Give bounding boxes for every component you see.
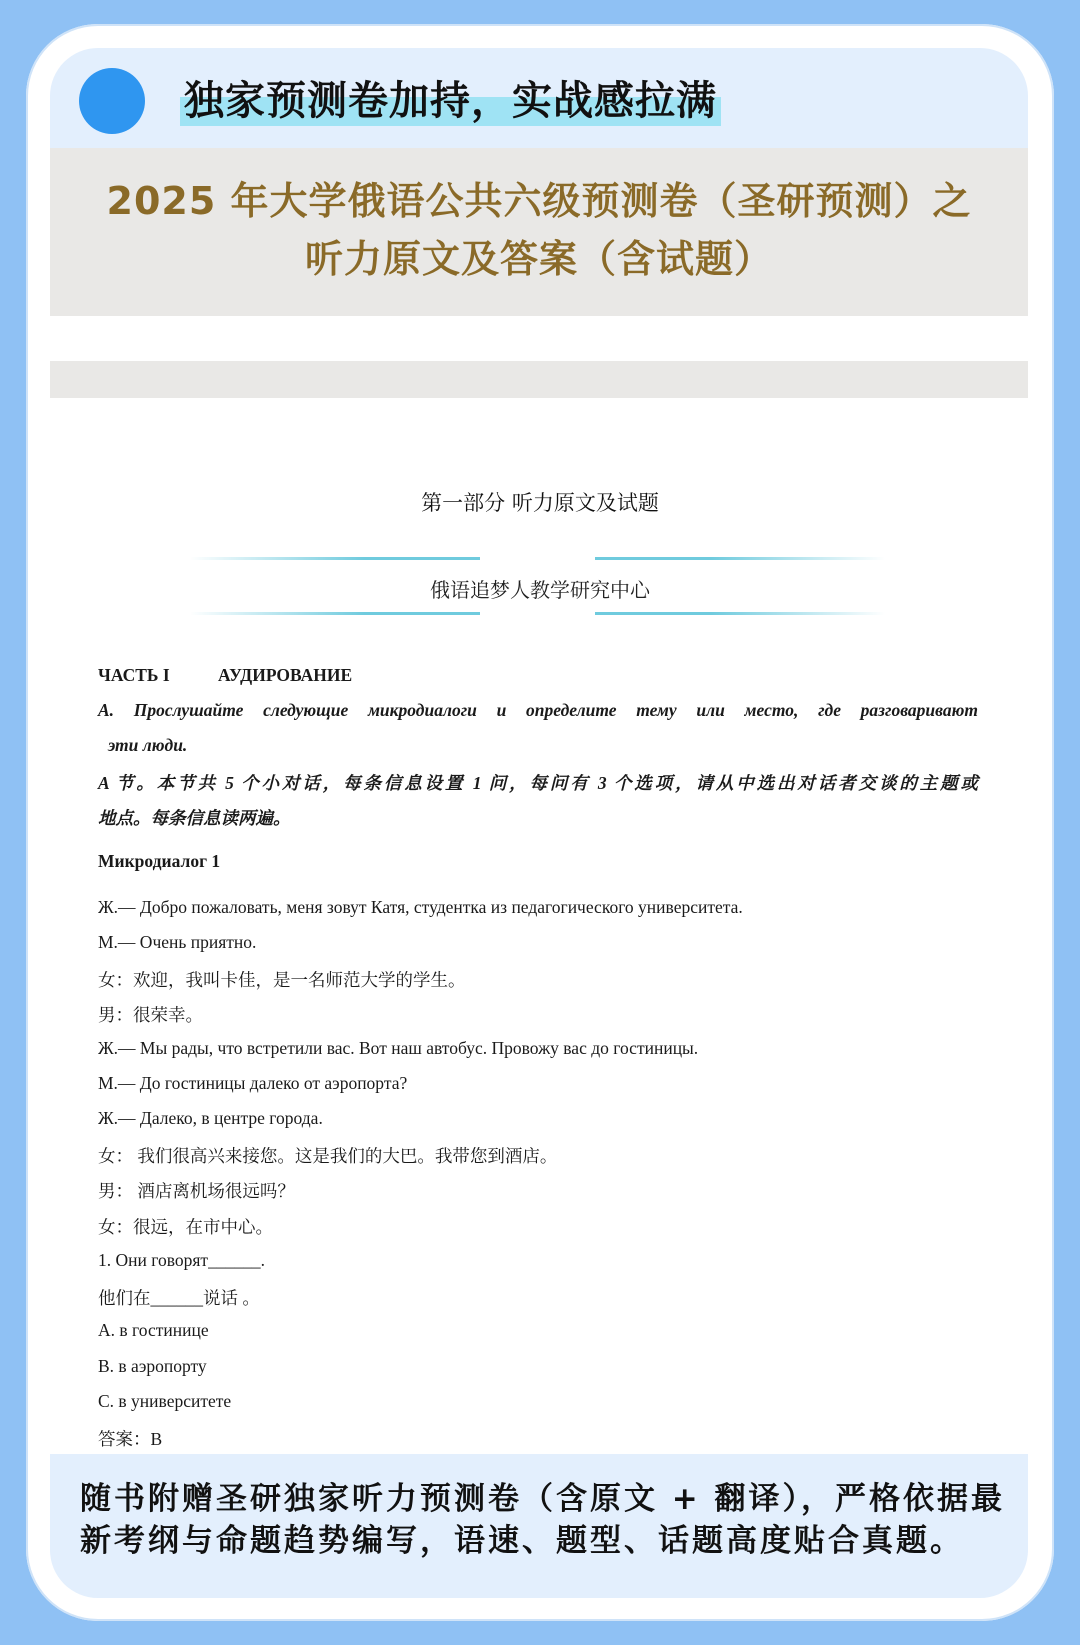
decorative-line	[190, 612, 480, 615]
question-text: 1. Они говорят______.	[98, 1250, 265, 1270]
section-heading: 第一部分 听力原文及试题	[421, 491, 659, 515]
option-b: В. в аэропорту	[98, 1356, 207, 1376]
document-title-line2: 听力原文及答案（含试题）	[304, 237, 773, 281]
part-label: ЧАСТЬ I	[98, 665, 170, 685]
divider-bar	[50, 361, 1028, 398]
dialog-line: 女：很远，在市中心。	[98, 1217, 273, 1237]
decorative-line	[595, 557, 885, 560]
answer: 答案：В	[98, 1429, 163, 1449]
instruction-zh-line2: 地点。每条信息读两遍。	[98, 808, 291, 828]
dialog-title: Микродиалог 1	[98, 851, 221, 871]
dialog-line: Ж.— Далеко, в центре города.	[98, 1108, 323, 1128]
dialog-line: 男： 酒店离机场很远吗？	[98, 1181, 295, 1201]
dialog-line: 女：欢迎，我叫卡佳，是一名师范大学的学生。	[98, 970, 466, 990]
header-title: 独家预测卷加持，实战感拉满	[180, 76, 721, 126]
part-title: АУДИРОВАНИЕ	[218, 665, 353, 685]
footer-line1: 随书附赠圣研独家听力预测卷（含原文 + 翻译），严格依据最	[80, 1481, 1006, 1517]
option-c: С. в университете	[98, 1391, 232, 1411]
instruction-ru-line1: А. Прослушайте следующие микродиалоги и определите тему или место, где разговаривают	[98, 700, 978, 720]
document-title-line1: 2025 年大学俄语公共六级预测卷（圣研预测）之	[106, 179, 972, 223]
dialog-line: М.— Очень приятно.	[98, 932, 257, 952]
dialog-line: Ж.— Добро пожаловать, меня зовут Катя, студентка из педагогического университета.	[98, 897, 743, 917]
dialog-line: Ж.— Мы рады, что встретили вас. Вот наш автобус. Провожу вас до гостиницы.	[98, 1038, 699, 1058]
decorative-line	[190, 557, 480, 560]
dialog-line: 女： 我们很高兴来接您。这是我们的大巴。我带您到酒店。	[98, 1146, 558, 1166]
dialog-line: 男：很荣幸。	[98, 1005, 203, 1025]
instruction-zh-line1: A 节。本节共 5 个小对话，每条信息设置 1 问，每问有 3 个选项，请从中选出对话者交谈的主题或	[98, 773, 978, 793]
dialog-line: М.— До гостиницы далеко от аэропорта?	[98, 1073, 408, 1093]
decorative-line	[595, 612, 885, 615]
footer-line2: 新考纲与命题趋势编写，语速、题型、话题高度贴合真题。	[80, 1523, 964, 1559]
instruction-ru-line2: эти люди.	[108, 735, 188, 755]
option-a: А. в гостинице	[98, 1320, 209, 1340]
center-name: 俄语追梦人教学研究中心	[430, 578, 650, 602]
header-bullet-icon	[79, 68, 145, 134]
question-text-zh: 他们在______说话 。	[98, 1288, 260, 1308]
